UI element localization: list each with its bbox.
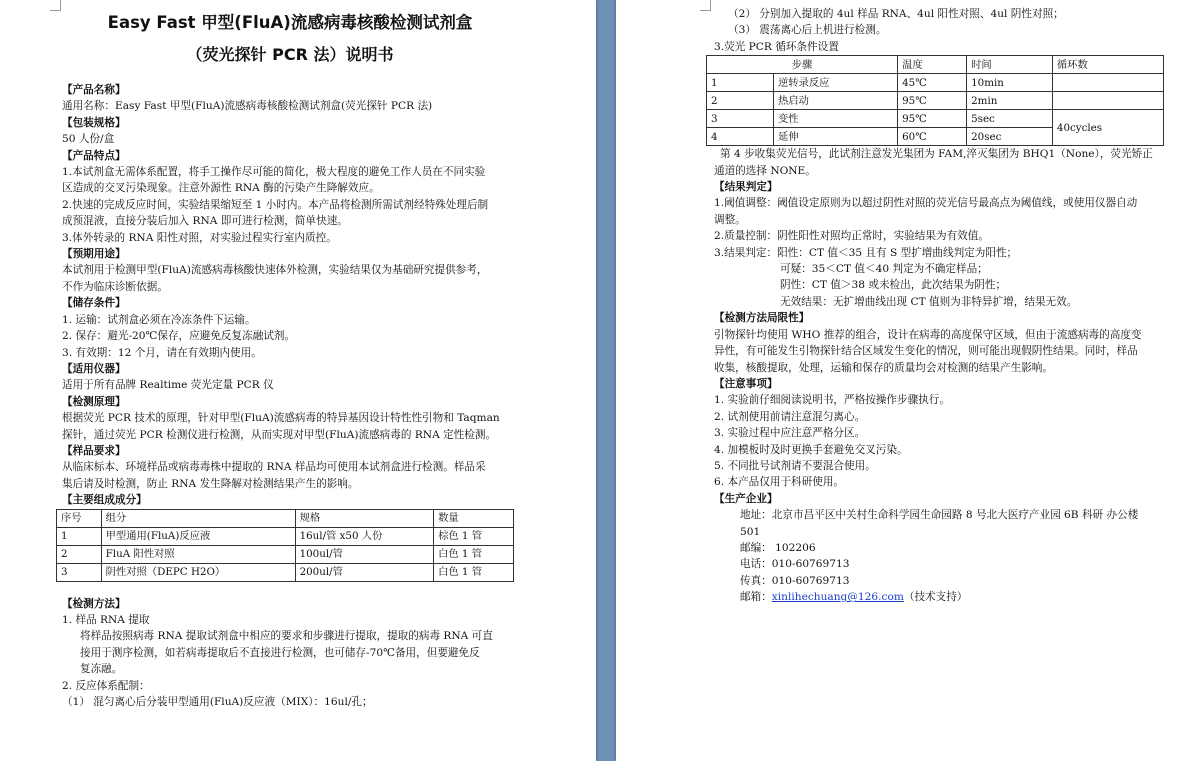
right-page — [616, 0, 1200, 761]
margin-corner-mark — [700, 0, 711, 11]
components-table — [56, 509, 514, 582]
maker-email-row — [740, 589, 1154, 605]
section-heading-result: 【结果判定】 — [714, 181, 778, 194]
document-subtitle: （荧光探针 PCR 法）说明书 — [186, 45, 394, 64]
result-text — [714, 195, 1154, 310]
body-line: 接用于测序检测，如若病毒提取后不直接进行检测，也可储存-70℃备用，但要避免反 — [80, 646, 480, 659]
fluorescence-note — [714, 146, 1154, 179]
table-header-cell: 组分 — [101, 509, 295, 527]
body-line: 不作为临床诊断依据。 — [62, 280, 168, 293]
body-line: 3. 有效期：12 个月，请在有效期内使用。 — [62, 346, 262, 359]
table-cell: 95℃ — [898, 110, 967, 128]
table-cell: 1 — [707, 74, 774, 92]
maker-postcode: 邮编： 102206 — [740, 541, 816, 554]
table-cell: 2 — [707, 92, 774, 110]
body-line: 本试剂用于检测甲型(FluA)流感病毒核酸快速体外检测，实验结果仅为基础研究提供参考， — [62, 264, 488, 277]
pcr-heading: 3.荧光 PCR 循环条件设置 — [714, 40, 839, 53]
maker-block — [714, 507, 1154, 605]
document-title: Easy Fast 甲型(FluA)流感病毒核酸检测试剂盒 — [107, 13, 473, 32]
table-cell: 阴性对照（DEPC H2O） — [101, 563, 295, 581]
table-row — [57, 563, 514, 581]
list-item: 4. 加模板时及时更换手套避免交叉污染。 — [714, 443, 908, 456]
section-heading: 【样品要求】 — [62, 444, 126, 457]
list-item: 1. 实验前仔细阅读说明书，严格按操作步骤执行。 — [714, 394, 950, 407]
body-line: 1.阈值调整：阈值设定原则为以超过阴性对照的荧光信号最高点为阈值线，或使用仪器自动 — [714, 197, 1138, 210]
body-line: 调整。 — [714, 213, 746, 226]
section-heading: 【主要组成成分】 — [62, 494, 147, 507]
table-cell: 10min — [967, 74, 1053, 92]
section-heading: 【适用仪器】 — [62, 362, 126, 375]
list-item: 3. 实验过程中应注意严格分区。 — [714, 427, 866, 440]
left-page — [0, 0, 596, 761]
section-heading: 【预期用途】 — [62, 248, 126, 261]
body-line: 50 人份/盒 — [62, 133, 115, 146]
maker-email-note: （技术支持） — [903, 591, 968, 604]
left-page-content — [62, 10, 518, 710]
body-line: 可疑：35＜CT 值＜40 判定为不确定样品； — [780, 263, 988, 276]
table-cell: 热启动 — [774, 92, 898, 110]
table-header-cell: 序号 — [57, 509, 102, 527]
table-row — [57, 527, 514, 545]
section-heading: 【产品特点】 — [62, 149, 126, 162]
table-header-cell: 温度 — [898, 56, 967, 74]
maker-address: 地址：北京市昌平区中关村生命科学园生命园路 8 号北大医疗产业园 6B 科研 办公楼 — [740, 509, 1139, 522]
table-cell: 延伸 — [774, 128, 898, 146]
table-cell: 200ul/管 — [295, 563, 434, 581]
table-cell: 60℃ — [898, 128, 967, 146]
margin-corner-mark — [50, 0, 61, 11]
method-step2-sub: （1） 混匀离心后分装甲型通用(FluA)反应液（MIX）：16ul/孔； — [62, 696, 373, 708]
table-cell: 45℃ — [898, 74, 967, 92]
table-cell: 2min — [967, 92, 1053, 110]
body-line: 适用于所有品牌 Realtime 荧光定量 PCR 仪 — [62, 379, 274, 392]
table-cell: FluA 阳性对照 — [101, 545, 295, 563]
table-cell — [1052, 92, 1163, 110]
table-cell: 变性 — [774, 110, 898, 128]
section-heading: 【储存条件】 — [62, 297, 126, 310]
list-item: 5. 不同批号试剂请不要混合使用。 — [714, 459, 876, 472]
table-cell: 2 — [57, 545, 102, 563]
body-line: 区造成的交叉污染现象。注意外源性 RNA 酶的污染产生降解效应。 — [62, 182, 380, 195]
section-heading-method: 【检测方法】 — [62, 597, 126, 610]
list-item: 6. 本产品仅用于科研使用。 — [714, 476, 845, 489]
body-line: 2.质量控制：阴性阳性对照均正常时，实验结果为有效值。 — [714, 230, 989, 243]
table-cell: 5sec — [967, 110, 1053, 128]
left-sections — [62, 82, 518, 509]
body-line: 复冻融。 — [80, 663, 123, 676]
table-cell: 白色 1 管 — [434, 545, 514, 563]
section-heading: 【包装规格】 — [62, 116, 126, 129]
body-line: 成预混液，直接分装后加入 RNA 即可进行检测，简单快速。 — [62, 215, 348, 228]
body-line: 引物探针均使用 WHO 推荐的组合，设计在病毒的高度保守区域，但由于流感病毒的高度变 — [714, 328, 1142, 341]
body-line: 根据荧光 PCR 技术的原理，针对甲型(FluA)流感病毒的特异基因设计特性性引物和 Taqman — [62, 412, 500, 425]
maker-email-link[interactable]: xinlihechuang@126.com — [771, 591, 904, 604]
table-header-cell: 数量 — [434, 509, 514, 527]
body-line: 无效结果：无扩增曲线出现 CT 值则为非特异扩增，结果无效。 — [780, 295, 1078, 308]
table-header-cell: 规格 — [295, 509, 434, 527]
body-line: （2） 分别加入提取的 4ul 样品 RNA、4ul 阳性对照、4ul 阴性对照； — [728, 8, 1064, 20]
reaction-steps — [714, 6, 1154, 39]
body-line: 从临床标本、环境样品或病毒毒株中提取的 RNA 样品均可使用本试剂盒进行检测。样品采 — [62, 461, 486, 474]
maker-address-cont: 501 — [740, 525, 761, 538]
method-step1: 1. 样品 RNA 提取 — [62, 613, 150, 626]
section-heading-notes: 【注意事项】 — [714, 377, 778, 390]
table-header-cell: 时间 — [967, 56, 1053, 74]
body-line: 第 4 步收集荧光信号，此试剂注意发光集团为 FAM,淬灭集团为 BHQ1（None），荧光矫正 — [720, 148, 1153, 161]
table-cell: 1 — [57, 527, 102, 545]
body-line: 探针，通过荧光 PCR 检测仪进行检测，从而实现对甲型(FluA)流感病毒的 RNA 定性检测。 — [62, 428, 497, 441]
table-header-row — [57, 509, 514, 527]
blank-line — [62, 68, 518, 82]
table-row — [707, 92, 1164, 110]
maker-email-label: 邮箱： — [740, 591, 772, 604]
section-heading-limit: 【检测方法局限性】 — [714, 312, 810, 325]
body-line: （3） 震荡离心后上机进行检测。 — [728, 24, 887, 37]
body-line: 阴性：CT 值＞38 或未检出，此次结果为阴性； — [780, 279, 1007, 292]
body-line: 3.体外转录的 RNA 阳性对照，对实验过程实行室内质控。 — [62, 231, 337, 244]
list-item: 2. 试剂使用前请注意混匀离心。 — [714, 410, 866, 423]
body-line: 通用名称：Easy Fast 甲型(FluA)流感病毒核酸检测试剂盒(荧光探针 PCR 法) — [62, 100, 433, 113]
table-cell — [1052, 74, 1163, 92]
table-cell: 棕色 1 管 — [434, 527, 514, 545]
table-cell: 白色 1 管 — [434, 563, 514, 581]
body-line: 将样品按照病毒 RNA 提取试剂盒中相应的要求和步骤进行提取，提取的病毒 RNA 可直 — [80, 630, 493, 643]
table-cell: 95℃ — [898, 92, 967, 110]
table-row — [57, 545, 514, 563]
table-cell: 100ul/管 — [295, 545, 434, 563]
body-line: 1.本试剂盒无需体系配置，将手工操作尽可能的简化，极大程度的避免工作人员在不同实验 — [62, 166, 486, 179]
right-page-content — [711, 6, 1154, 606]
table-header-row — [707, 56, 1164, 74]
table-header-cell: 循环数 — [1052, 56, 1163, 74]
section-heading-maker: 【生产企业】 — [714, 492, 778, 505]
table-cell: 40cycles — [1052, 110, 1163, 146]
table-cell: 16ul/管 x50 人份 — [295, 527, 434, 545]
limit-text — [714, 327, 1154, 376]
table-cell: 3 — [707, 110, 774, 128]
body-line: 收集，核酸提取，处理，运输和保存的质量均会对检测的结果产生影响。 — [714, 361, 1053, 374]
table-cell: 3 — [57, 563, 102, 581]
method-step1-text — [62, 628, 518, 677]
section-heading: 【检测原理】 — [62, 395, 126, 408]
table-row — [707, 74, 1164, 92]
table-cell: 甲型通用(FluA)反应液 — [101, 527, 295, 545]
method-step2: 2. 反应体系配制： — [62, 679, 150, 692]
maker-fax: 传真：010-60769713 — [740, 574, 850, 587]
pcr-cycle-table — [706, 55, 1164, 146]
table-row — [707, 110, 1164, 128]
table-cell: 4 — [707, 128, 774, 146]
body-line: 异性，有可能发生引物探针结合区域发生变化的情况，则可能出现假阴性结果。同时，样品 — [714, 345, 1138, 358]
table-cell: 逆转录反应 — [774, 74, 898, 92]
table-cell: 20sec — [967, 128, 1053, 146]
body-line: 2.快速的完成反应时间，实验结果缩短至 1 小时内。本产品将检测所需试剂经特殊处理后制 — [62, 198, 489, 211]
notes-list — [714, 392, 1154, 490]
maker-phone: 电话：010-60769713 — [740, 558, 850, 571]
table-header-cell: 步骤 — [707, 56, 898, 74]
body-line: 3.结果判定：阳性：CT 值＜35 且有 S 型扩增曲线判定为阳性； — [714, 246, 1018, 259]
body-line: 通道的选择 NONE。 — [714, 164, 816, 177]
body-line: 2. 保存：避光-20℃保存，应避免反复冻融试剂。 — [62, 330, 296, 343]
blank-line — [62, 582, 518, 596]
body-line: 集后请及时检测，防止 RNA 发生降解对检测结果产生的影响。 — [62, 477, 359, 490]
body-line: 1. 运输：试剂盒必须在冷冻条件下运输。 — [62, 313, 256, 326]
section-heading: 【产品名称】 — [62, 84, 126, 96]
